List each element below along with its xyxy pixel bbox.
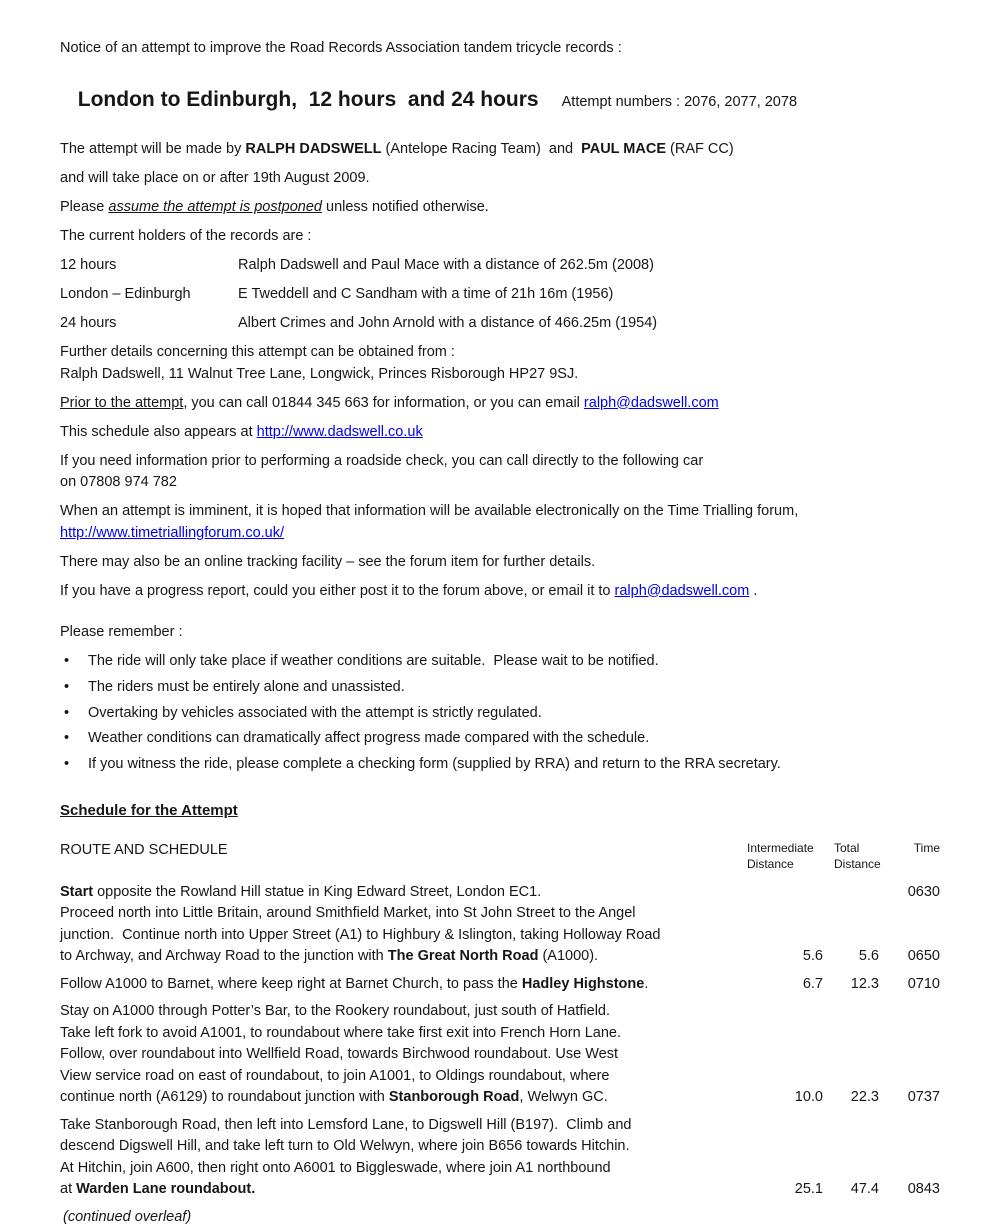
schedule-description-line: At Hitchin, join A600, then right onto A6001 to Biggleswade, where join A1 northbound xyxy=(60,1159,611,1176)
progress-email-link[interactable]: ralph@dadswell.com xyxy=(614,582,750,599)
reminder-item: • Overtaking by vehicles associated with the attempt is strictly regulated. xyxy=(60,703,940,725)
schedule-description-line: Proceed north into Little Britain, around Smithfield Market, into St John Street to the Angel xyxy=(60,905,636,922)
postponed-paragraph xyxy=(60,197,940,219)
schedule-appears-pre: This schedule also appears at xyxy=(60,423,257,440)
schedule-heading: Schedule for the Attempt xyxy=(60,801,238,819)
schedule-row-description xyxy=(60,1001,747,1109)
schedule-description-line: Follow A1000 to Barnet, where keep right at Barnet Church, to pass the Hadley Highstone. xyxy=(60,975,649,992)
roadside-line2: on 07808 974 782 xyxy=(60,474,177,490)
schedule-row-description xyxy=(60,903,747,968)
prior-paragraph xyxy=(60,393,940,415)
schedule-row-description xyxy=(60,1115,747,1201)
schedule-intermediate-value: 25.1 xyxy=(794,1181,823,1198)
schedule-time-value: 0737 xyxy=(907,1089,940,1106)
roadside-paragraph xyxy=(60,451,940,494)
schedule-description-line: continue north (A6129) to roundabout junction with Stanborough Road, Welwyn GC. xyxy=(60,1089,608,1106)
total-header-line2: Distance xyxy=(834,856,881,871)
roadside-line1: If you need information prior to performing a roadside check, you can call directly to the following car xyxy=(60,452,704,469)
remember-heading: Please remember : xyxy=(60,624,183,640)
record-label: London – Edinburgh xyxy=(60,286,191,302)
made-by-pre: The attempt will be made by xyxy=(60,141,246,157)
schedule-description-line: at Warden Lane roundabout. xyxy=(60,1181,256,1198)
record-row xyxy=(60,313,940,335)
schedule-intermediate-value: 10.0 xyxy=(794,1089,823,1106)
record-row xyxy=(60,255,940,277)
intermediate-header-line2: Distance xyxy=(747,856,794,871)
made-by-post: (RAF CC) xyxy=(666,141,734,157)
title-row xyxy=(60,68,940,132)
imminent-line1: When an attempt is imminent, it is hoped that information will be available electronically on the Time Trialling forum, xyxy=(60,503,799,519)
schedule-table-header xyxy=(60,840,940,872)
email-link[interactable]: ralph@dadswell.com xyxy=(583,394,719,411)
schedule-description-line: descend Digswell Hill, and take left turn to Old Welwyn, where join B656 towards Hitchin. xyxy=(60,1138,630,1155)
schedule-description-line: Take left fork to avoid A1001, to roundabout where take first exit into French Horn Lane. xyxy=(60,1024,621,1041)
reminder-item: • If you witness the ride, please complete a checking form (supplied by RRA) and return to the RRA secretary. xyxy=(60,754,940,776)
schedule-total-value: 22.3 xyxy=(850,1089,879,1106)
record-detail: Ralph Dadswell and Paul Mace with a distance of 262.5m (2008) xyxy=(238,257,654,273)
record-detail: Albert Crimes and John Arnold with a distance of 466.25m (1954) xyxy=(238,315,658,331)
record-row xyxy=(60,284,940,306)
forum-link[interactable]: http://www.timetriallingforum.co.uk/ xyxy=(60,524,285,541)
schedule-description-line: junction. Continue north into Upper Street (A1) to Highbury & Islington, taking Holloway Road xyxy=(60,926,661,943)
record-detail: E Tweddell and C Sandham with a time of 21h 16m (1956) xyxy=(238,286,614,302)
holders-line: The current holders of the records are : xyxy=(60,228,312,244)
imminent-paragraph xyxy=(60,501,940,544)
schedule-time-value: 0710 xyxy=(907,975,940,992)
schedule-description-line: Start opposite the Rowland Hill statue in King Edward Street, London EC1. xyxy=(60,883,542,900)
record-label: 12 hours xyxy=(60,257,117,273)
further-details-line1: Further details concerning this attempt can be obtained from : xyxy=(60,344,455,360)
schedule-row xyxy=(60,882,940,904)
schedule-row-description xyxy=(60,882,747,904)
further-details-paragraph xyxy=(60,342,940,385)
page-title: London to Edinburgh, 12 hours and 24 hours xyxy=(77,87,539,111)
date-line: and will take place on or after 19th August 2009. xyxy=(60,170,370,186)
schedule-rows xyxy=(60,882,940,1201)
postponed-post: unless notified otherwise. xyxy=(321,199,489,215)
tracking-line: There may also be an online tracking facility – see the forum item for further details. xyxy=(60,553,596,570)
continued-note: (continued overleaf) xyxy=(63,1208,192,1225)
schedule-row xyxy=(60,1115,940,1201)
records-list xyxy=(60,255,940,335)
column-total-header xyxy=(823,840,879,872)
schedule-row xyxy=(60,903,940,968)
postponed-pre: Please xyxy=(60,199,109,215)
prior-mid: , you can call 01844 345 663 for information, or you can email xyxy=(183,394,584,411)
schedule-row xyxy=(60,974,940,996)
reminder-list xyxy=(60,651,940,776)
rider1-name: RALPH DADSWELL xyxy=(245,141,382,157)
schedule-time-value: 0630 xyxy=(907,883,940,900)
schedule-description-line: Stay on A1000 through Potter’s Bar, to the Rookery roundabout, just south of Hatfield. xyxy=(60,1003,611,1020)
made-by-mid: (Antelope Racing Team) and xyxy=(381,141,582,157)
schedule-description-line: Follow, over roundabout into Wellfield Road, towards Birchwood roundabout. Use West xyxy=(60,1046,619,1063)
schedule-total-value: 5.6 xyxy=(858,948,879,965)
reminder-item: • The riders must be entirely alone and unassisted. xyxy=(60,677,940,699)
schedule-time-value: 0650 xyxy=(907,948,940,965)
progress-paragraph xyxy=(60,581,940,603)
prior-underlined: Prior to the attempt xyxy=(60,394,184,411)
schedule-description-line: View service road on east of roundabout, to join A1001, to Oldings roundabout, where xyxy=(60,1067,610,1084)
website-link[interactable]: http://www.dadswell.co.uk xyxy=(256,423,423,440)
postponed-emphasis: assume the attempt is postponed xyxy=(108,199,322,215)
reminder-item: • The ride will only take place if weather conditions are suitable. Please wait to be notified. xyxy=(60,651,940,673)
reminder-item: • Weather conditions can dramatically affect progress made compared with the schedule. xyxy=(60,728,940,750)
notice-line: Notice of an attempt to improve the Road Records Association tandem tricycle records : xyxy=(60,40,622,56)
made-by-paragraph xyxy=(60,139,940,161)
attempt-numbers: Attempt numbers : 2076, 2077, 2078 xyxy=(561,93,798,110)
progress-pre: If you have a progress report, could you either post it to the forum above, or email it to xyxy=(60,582,615,599)
total-header-line1: Total xyxy=(834,840,860,855)
schedule-description-line: to Archway, and Archway Road to the junction with The Great North Road (A1000). xyxy=(60,948,599,965)
schedule-row-description xyxy=(60,974,747,996)
progress-post: . xyxy=(749,582,758,599)
column-time-header: Time xyxy=(913,840,940,855)
schedule-row xyxy=(60,1001,940,1109)
schedule-intermediate-value: 6.7 xyxy=(802,975,823,992)
record-label: 24 hours xyxy=(60,315,117,331)
schedule-total-value: 47.4 xyxy=(850,1181,879,1198)
schedule-total-value: 12.3 xyxy=(850,975,879,992)
further-details-line2: Ralph Dadswell, 11 Walnut Tree Lane, Longwick, Princes Risborough HP27 9SJ. xyxy=(60,365,579,382)
column-intermediate-header xyxy=(747,840,823,872)
schedule-appears-paragraph xyxy=(60,422,940,444)
schedule-time-value: 0843 xyxy=(907,1181,940,1198)
intermediate-header-line1: Intermediate xyxy=(747,840,814,855)
schedule-description-line: Take Stanborough Road, then left into Lemsford Lane, to Digswell Hill (B197). Climb and xyxy=(60,1116,632,1133)
column-route-header: ROUTE AND SCHEDULE xyxy=(60,841,228,858)
schedule-intermediate-value: 5.6 xyxy=(802,948,823,965)
rider2-name: PAUL MACE xyxy=(581,141,666,157)
